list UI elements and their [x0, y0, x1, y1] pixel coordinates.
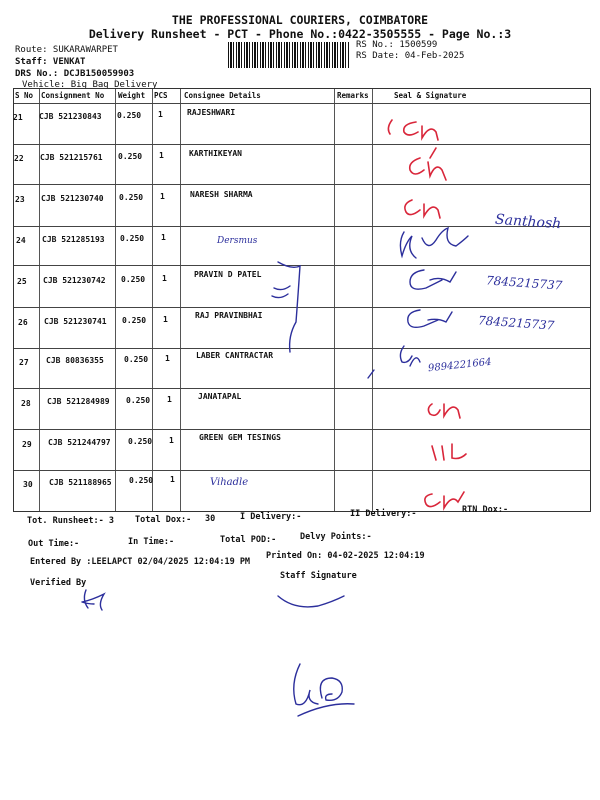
- tot-runsheet: Tot. Runsheet:- 3: [27, 516, 114, 526]
- row-consignee: KARTHIKEYAN: [189, 149, 242, 158]
- row-weight: 0.250: [121, 275, 146, 284]
- row-consignment: CJB 521188965: [49, 478, 112, 487]
- row-pcs: 1: [160, 192, 165, 201]
- row-pcs: 1: [163, 315, 168, 324]
- row-consignee: RAJESHWARI: [187, 108, 236, 117]
- bottom-signature: [294, 664, 354, 716]
- row-weight: 0.250: [128, 437, 153, 446]
- verified-by: Verified By: [30, 578, 87, 588]
- staff-signature-mark: [278, 596, 344, 607]
- row-consignment: CJB 521284989: [47, 397, 110, 406]
- row30-handwritten-name: Vihadle: [210, 477, 249, 488]
- row-consignment: CJB 521285193: [42, 235, 105, 244]
- col-sno: S No: [15, 91, 34, 100]
- row-consignee: LABER CANTRACTAR: [196, 351, 274, 360]
- delvy-points: Delvy Points:-: [300, 532, 372, 542]
- row-consignee: JANATAPAL: [198, 392, 242, 401]
- i-delivery: I Delivery:-: [240, 512, 302, 522]
- row-pcs: 1: [170, 475, 175, 484]
- staff-signature-label: Staff Signature: [280, 571, 357, 581]
- row25-stamp-bracket: [272, 262, 300, 352]
- vehicle-label: Vehicle: Big Bag Delivery: [22, 80, 158, 90]
- row-weight: 0.250: [118, 152, 143, 161]
- row-consignment: CJB 521230742: [43, 276, 106, 285]
- row-pcs: 1: [167, 395, 172, 404]
- col-seal: Seal & Signature: [394, 91, 467, 100]
- row-sno: 24: [16, 236, 26, 245]
- row-sno: 30: [23, 480, 33, 489]
- runsheet-subtitle: Delivery Runsheet - PCT - Phone No.:0422-3505555 - Page No.:3: [88, 27, 512, 41]
- entered-by: Entered By :LEELAPCT 02/04/2025 12:04:19 PM: [30, 557, 251, 567]
- row-consignment: CJB 521230740: [41, 194, 104, 203]
- route-label: Route: SUKARAWARPET: [15, 45, 118, 55]
- row26-phone: 7845215737: [477, 313, 555, 333]
- row21-signature: [388, 120, 438, 140]
- row24-handwritten-name: Dersmus: [217, 236, 258, 246]
- rs-date: RS Date: 04-Feb-2025: [356, 51, 465, 61]
- row-sno: 26: [18, 318, 28, 327]
- row25-phone: 7845215737: [485, 273, 563, 293]
- row-pcs: 1: [161, 233, 166, 242]
- col-pcs: PCS: [154, 91, 168, 100]
- col-consignment: Consignment No: [41, 91, 105, 100]
- row27-phone: 9894221664: [427, 356, 493, 375]
- row-weight: 0.250: [124, 355, 149, 364]
- total-dox-value: 30: [205, 514, 216, 524]
- row24-signature: [400, 228, 468, 258]
- row23-signature: [405, 200, 440, 218]
- row-consignment: CJB 521215761: [40, 153, 103, 162]
- row-pcs: 1: [158, 110, 163, 119]
- row24-handwritten-signature: Santhosh: [494, 211, 562, 233]
- row-sno: 29: [22, 440, 32, 449]
- row-weight: 0.250: [122, 316, 147, 325]
- row22-signature: [410, 148, 446, 180]
- col-remarks: Remarks: [337, 91, 369, 100]
- row-sno: 23: [15, 195, 25, 204]
- row-consignee: GREEN GEM TESINGS: [199, 433, 281, 442]
- rs-number: RS No.: 1500599: [356, 40, 438, 50]
- row-weight: 0.250: [120, 234, 145, 243]
- in-time: In Time:-: [128, 537, 175, 547]
- company-title: THE PROFESSIONAL COURIERS, COIMBATORE: [171, 13, 429, 27]
- total-dox-label: Total Dox:-: [135, 515, 192, 525]
- row-weight: 0.250: [126, 396, 151, 405]
- col-weight: Weight: [118, 91, 146, 100]
- row-consignment: CJB 80836355: [46, 356, 104, 365]
- row-weight: 0.250: [117, 111, 142, 120]
- row-pcs: 1: [165, 354, 170, 363]
- row-pcs: 1: [159, 151, 164, 160]
- row-consignment: CJB 521244797: [48, 438, 111, 447]
- col-consignee: Consignee Details: [184, 91, 261, 100]
- staff-label: Staff: VENKAT: [15, 57, 86, 67]
- row-consignment: CJB 521230741: [44, 317, 107, 326]
- drs-label: DRS No.: DCJB150059903: [15, 69, 135, 79]
- row29-signature: [432, 444, 466, 460]
- ii-delivery: II Delivery:-: [350, 509, 417, 519]
- rtn-dox: RTN Dox:-: [462, 505, 509, 515]
- row-sno: 22: [14, 154, 24, 163]
- out-time: Out Time:-: [28, 539, 80, 549]
- row-sno: 25: [17, 277, 27, 286]
- row-consignee: RAJ PRAVINBHAI: [195, 311, 263, 320]
- row27-signature: [400, 346, 420, 366]
- row30-tick: [368, 370, 374, 378]
- row-weight: 0.250: [129, 476, 154, 485]
- row-pcs: 1: [162, 274, 167, 283]
- row-weight: 0.250: [119, 193, 144, 202]
- row30-signature: [425, 492, 464, 508]
- row-consignment: CJB 521230843: [39, 112, 102, 121]
- row25-signature: [410, 270, 456, 289]
- verified-by-signature: [82, 590, 104, 610]
- row-sno: 21: [13, 113, 23, 122]
- row-sno: 28: [21, 399, 31, 408]
- total-pod: Total POD:-: [220, 535, 277, 545]
- row-consignee: NARESH SHARMA: [190, 190, 253, 199]
- row-sno: 27: [19, 358, 29, 367]
- row26-signature: [408, 310, 452, 327]
- row-consignee: PRAVIN D PATEL: [194, 270, 262, 279]
- row-pcs: 1: [169, 436, 174, 445]
- printed-on: Printed On: 04-02-2025 12:04:19: [266, 551, 425, 561]
- row28-signature: [428, 404, 460, 418]
